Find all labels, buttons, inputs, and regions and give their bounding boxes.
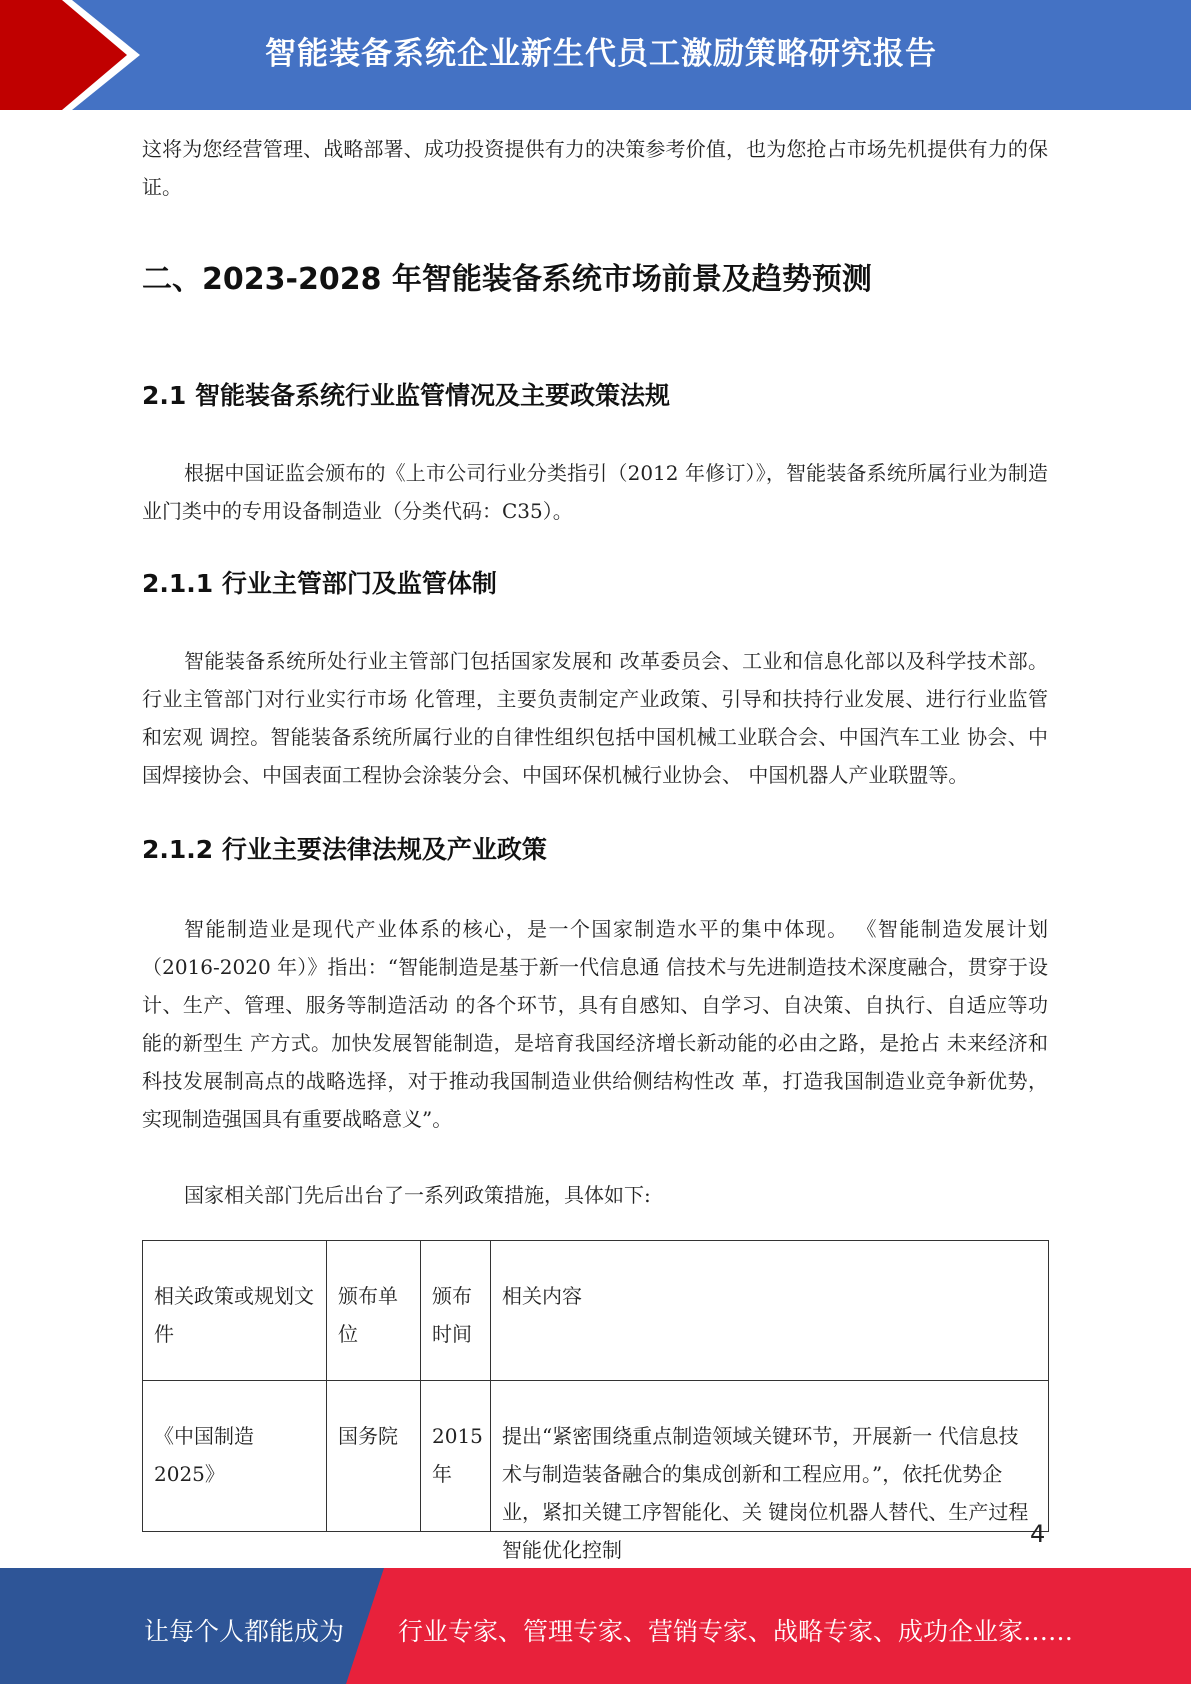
paragraph-2-1-1: 智能装备系统所处行业主管部门包括国家发展和 改革委员会、工业和信息化部以及科学技术部。行业主管部门对行业实行市场 化管理，主要负责制定产业政策、引导和扶持行业发展、进行行业监管和宏观 调控。智能装备系统所属行业的自律性组织包括中国机械工业联合会、中国汽车工业 协会、中国焊接协会、中国表面工程协会涂装分会、中国环保机械行业协会、 中国机器人产业联盟等。 — [142, 649, 1048, 787]
table-cell: 《中国制造 2025》 — [143, 1381, 327, 1532]
paragraph-2-1-2: 智能制造业是现代产业体系的核心，是一个国家制造水平的集中体现。 《智能制造发展计划（2016-2020 年）》指出：“智能制造是基于新一代信息通 信技术与先进制造技术深度融合，贯穿于设计、生产、管理、服务等制造活动 的各个环节，具有自感知、自学习、自决策、自执行、自适应等功能的新型生 产方式。加快发展智能制造，是培育我国经济增长新动能的必由之路，是抢占 未来经济和科技发展制高点的战略选择，对于推动我国制造业供给侧结构性改 革，打造我国制造业竞争新优势，实现制造强国具有重要战略意义”。 — [142, 917, 1048, 1131]
footer-slogan-left: 让每个人都能成为 — [144, 1617, 345, 1646]
table-header-cell: 颁布单位 — [327, 1241, 421, 1381]
paragraph-2-1: 根据中国证监会颁布的《上市公司行业分类指引（2012 年修订）》，智能装备系统所属行业为制造业门类中的专用设备制造业（分类代码：C35）。 — [142, 461, 1048, 523]
subsection-heading-2-1-2: 2.1.2 行业主要法律法规及产业政策 — [142, 835, 547, 864]
table-cell: 2015 年 — [421, 1381, 491, 1532]
table-cell: 国务院 — [327, 1381, 421, 1532]
table-header-row — [143, 1241, 1049, 1381]
report-title: 智能装备系统企业新生代员工激励策略研究报告 — [265, 36, 937, 72]
header-chevron-icon — [0, 0, 160, 110]
policy-intro: 国家相关部门先后出台了一系列政策措施，具体如下: — [184, 1183, 651, 1207]
page-header — [0, 0, 1191, 110]
document-body — [142, 130, 1048, 1562]
page-number: 4 — [1030, 1520, 1046, 1548]
table-row — [143, 1381, 1049, 1532]
table-header-cell: 相关政策或规划文件 — [143, 1241, 327, 1381]
footer-slogan-right: 行业专家、管理专家、营销专家、战略专家、成功企业家…… — [398, 1617, 1074, 1646]
table-cell — [491, 1381, 1049, 1562]
policy-table — [142, 1240, 1049, 1562]
table-cell-content: 提出“紧密围绕重点制造领域关键环节，开展新一 代信息技术与制造装备融合的集成创新和工程应用。”，依托优势企业，紧扣关键工序智能化、关 键岗位机器人替代、生产过程智能优化控制 — [502, 1424, 1029, 1562]
page-footer — [0, 1568, 1191, 1684]
intro-paragraph: 这将为您经营管理、战略部署、成功投资提供有力的决策参考价值，也为您抢占市场先机提供有力的保证。 — [142, 137, 1048, 199]
table-header-cell: 相关内容 — [491, 1241, 1049, 1381]
subsection-heading-2-1-1: 2.1.1 行业主管部门及监管体制 — [142, 569, 497, 598]
section-heading: 二、2023-2028 年智能装备系统市场前景及趋势预测 — [142, 262, 872, 297]
subsection-heading-2-1: 2.1 智能装备系统行业监管情况及主要政策法规 — [142, 381, 670, 410]
table-header-cell: 颁布时间 — [421, 1241, 491, 1381]
